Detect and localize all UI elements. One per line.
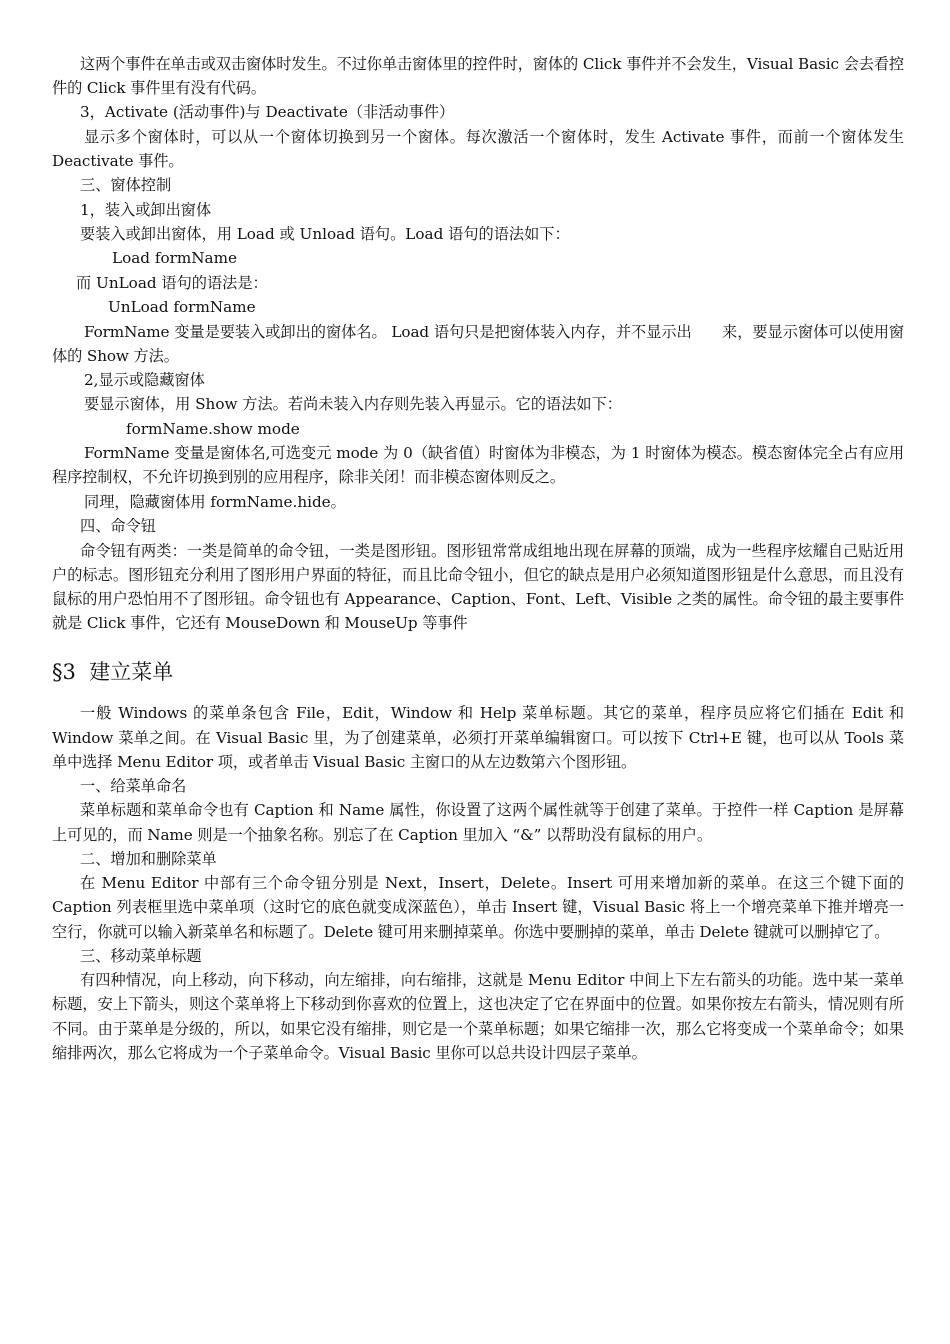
code-unload: UnLoad formName <box>108 298 256 317</box>
heading-activate-events: 3，Activate (活动事件)与 Deactivate（非活动事件） <box>80 103 455 122</box>
paragraph-modal: FormName 变量是窗体名,可选变元 mode 为 0（缺省值）时窗体为非模态，为 1 时窗体为模态。模态窗体完全占有应用程序控制权，不允许切换到别的应用程序，除非关闭！而非模态窗体则反之。 <box>52 444 904 487</box>
code-show: formName.show mode <box>126 419 300 438</box>
paragraph-add-delete-menus: 在 Menu Editor 中部有三个命令钮分别是 Next，Insert，Delete。Insert 可用来增加新的菜单。在这三个键下面的 Caption 列表框里选中菜单项（这时它的底色就变成深蓝色），单击 Insert 键，Visual Basic 将上一个增亮菜单下推并增亮一空行，你就可以输入新菜单名和标题了。Delete 键可用来删掉菜单。你选中要删掉的菜单，单击 Delete 键就可以删掉它了。 <box>52 874 909 941</box>
section-heading: §3 建立菜单 <box>52 660 174 685</box>
paragraph-move-menus: 有四种情况，向上移动，向下移动，向左缩排，向右缩排，这就是 Menu Editor 中间上下左右箭头的功能。选中某一菜单标题，安上下箭头，则这个菜单将上下移动到你喜欢的位置上，这也决定了它在界面中的位置。如果你按左右箭头，情况则有所不同。由于菜单是分级的，所以，如果它没有缩排，则它是一个菜单标题；如果它缩排一次，那么它将变成一个菜单命令；如果缩排两次，那么它将成为一个子菜单命令。Visual Basic 里你可以总共设计四层子菜单。 <box>52 971 904 1062</box>
heading-add-delete-menus: 二、增加和删除菜单 <box>80 849 217 868</box>
paragraph-hide: 同理，隐藏窗体用 formName.hide。 <box>84 492 346 511</box>
code-load: Load formName <box>112 249 237 268</box>
heading-command-buttons: 四、命令钮 <box>80 517 156 536</box>
paragraph-formname: FormName 变量是要装入或卸出的窗体名。 Load 语句只是把窗体装入内存，并不显示出 来，要显示窗体可以使用窗体的 Show 方法。 <box>52 322 904 365</box>
paragraph-show-syntax: 要显示窗体，用 Show 方法。若尚未装入内存则先装入再显示。它的语法如下： <box>84 395 622 414</box>
paragraph-menus-intro: 一般 Windows 的菜单条包含 File，Edit，Window 和 Help 菜单标题。其它的菜单，程序员应将它们插在 Edit 和 Window 菜单之间。在 Visual Basic 里，为了创建菜单，必须打开菜单编辑窗口。可以按下 Ctrl+E 键，也可以从 Tools 菜单中选择 Menu Editor 项，或者单击 Visual Basic 主窗口的从左边数第六个图形钮。 <box>52 704 909 771</box>
heading-form-control: 三、窗体控制 <box>80 176 172 195</box>
paragraph-click-events: 这两个事件在单击或双击窗体时发生。不过你单击窗体里的控件时，窗体的 Click 事件并不会发生，Visual Basic 会去看控件的 Click 事件里有没有代码。 <box>52 55 904 98</box>
paragraph-activate: 显示多个窗体时，可以从一个窗体切换到另一个窗体。每次激活一个窗体时，发生 Activate 事件，而前一个窗体发生 Deactivate 事件。 <box>52 127 909 171</box>
heading-load-unload: 1，装入或卸出窗体 <box>80 200 212 219</box>
paragraph-load-syntax: 要装入或卸出窗体，用 Load 或 Unload 语句。Load 语句的语法如下： <box>80 225 570 244</box>
paragraph-unload-syntax: 而 UnLoad 语句的语法是： <box>76 273 268 292</box>
document-page <box>52 52 909 1065</box>
paragraph-command-buttons: 命令钮有两类：一类是简单的命令钮，一类是图形钮。图形钮常常成组地出现在屏幕的顶端，成为一些程序炫耀自己贴近用户的标志。图形钮充分利用了图形用户界面的特征，而且比命令钮小，但它的缺点是用户必须知道图形钮是什么意思，而且没有鼠标的用户恐怕用不了图形钮。命令钮也有 Appearance、Caption、Font、Left、Visible 之类的属性。命令钮的最主要事件就是 Click 事件，它还有 MouseDown 和 MouseUp 等事件 <box>52 541 904 633</box>
heading-naming-menus: 一、给菜单命名 <box>80 776 187 795</box>
heading-move-menus: 三、移动菜单标题 <box>80 946 202 965</box>
heading-show-hide: 2,显示或隐藏窗体 <box>84 371 205 390</box>
paragraph-naming-menus: 菜单标题和菜单命令也有 Caption 和 Name 属性，你设置了这两个属性就等于创建了菜单。于控件一样 Caption 是屏幕上可见的，而 Name 则是一个抽象名称。别忘了在 Caption 里加入 “&” 以帮助没有鼠标的用户。 <box>52 801 904 844</box>
